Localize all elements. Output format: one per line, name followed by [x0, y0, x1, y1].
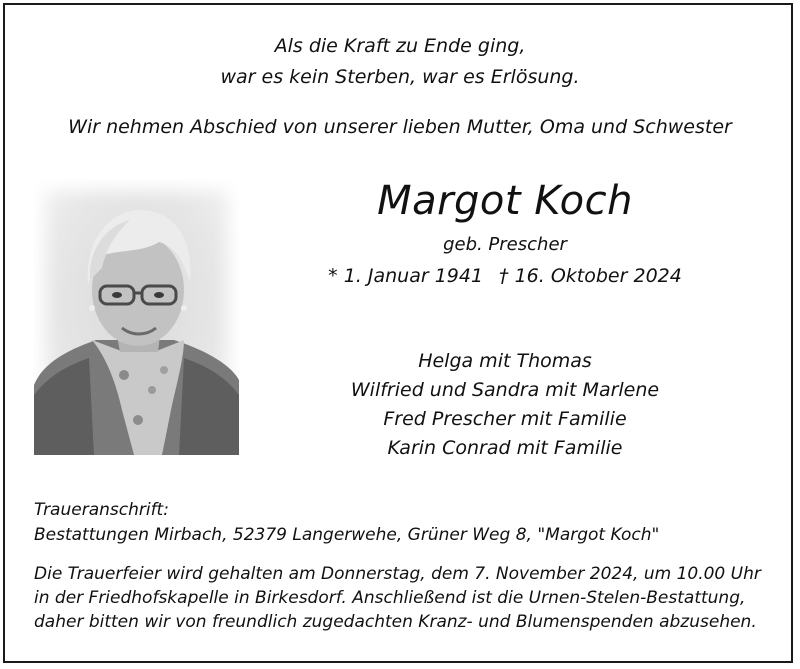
- mourners-list: [280, 347, 730, 463]
- intro-text: Wir nehmen Abschied von unserer lieben Mutter, Oma und Schwester: [68, 116, 732, 138]
- portrait-photo: [34, 180, 239, 455]
- mourner-line: Helga mit Thomas: [418, 350, 592, 372]
- poem-line-2: war es kein Sterben, war es Erlösung.: [220, 66, 580, 88]
- life-dates: [280, 265, 730, 287]
- birth-name: geb. Prescher: [443, 234, 567, 255]
- deceased-name: Margot Koch: [377, 178, 633, 224]
- poem-line-1: Als die Kraft zu Ende ging,: [274, 35, 526, 57]
- funeral-notice: [34, 562, 768, 634]
- notice-line: daher bitten wir von freundlich zugedachten Kranz- und Blumenspenden abzusehen.: [34, 612, 757, 632]
- mourner-line: Fred Prescher mit Familie: [383, 408, 627, 430]
- notice-line: in der Friedhofskapelle in Birkesdorf. Anschließend ist die Urnen-Stelen-Bestattung,: [34, 588, 746, 608]
- address-value: Bestattungen Mirbach, 52379 Langerwehe, Grüner Weg 8, "Margot Koch": [34, 525, 660, 545]
- mourner-line: Karin Conrad mit Familie: [387, 437, 623, 459]
- death-date: † 16. Oktober 2024: [499, 265, 682, 287]
- notice-line: Die Trauerfeier wird gehalten am Donnerstag, dem 7. November 2024, um 10.00 Uhr: [34, 564, 761, 584]
- birth-date: * 1. Januar 1941: [328, 265, 484, 287]
- mourner-line: Wilfried und Sandra mit Marlene: [350, 379, 660, 401]
- address-label: Traueranschrift:: [34, 500, 169, 520]
